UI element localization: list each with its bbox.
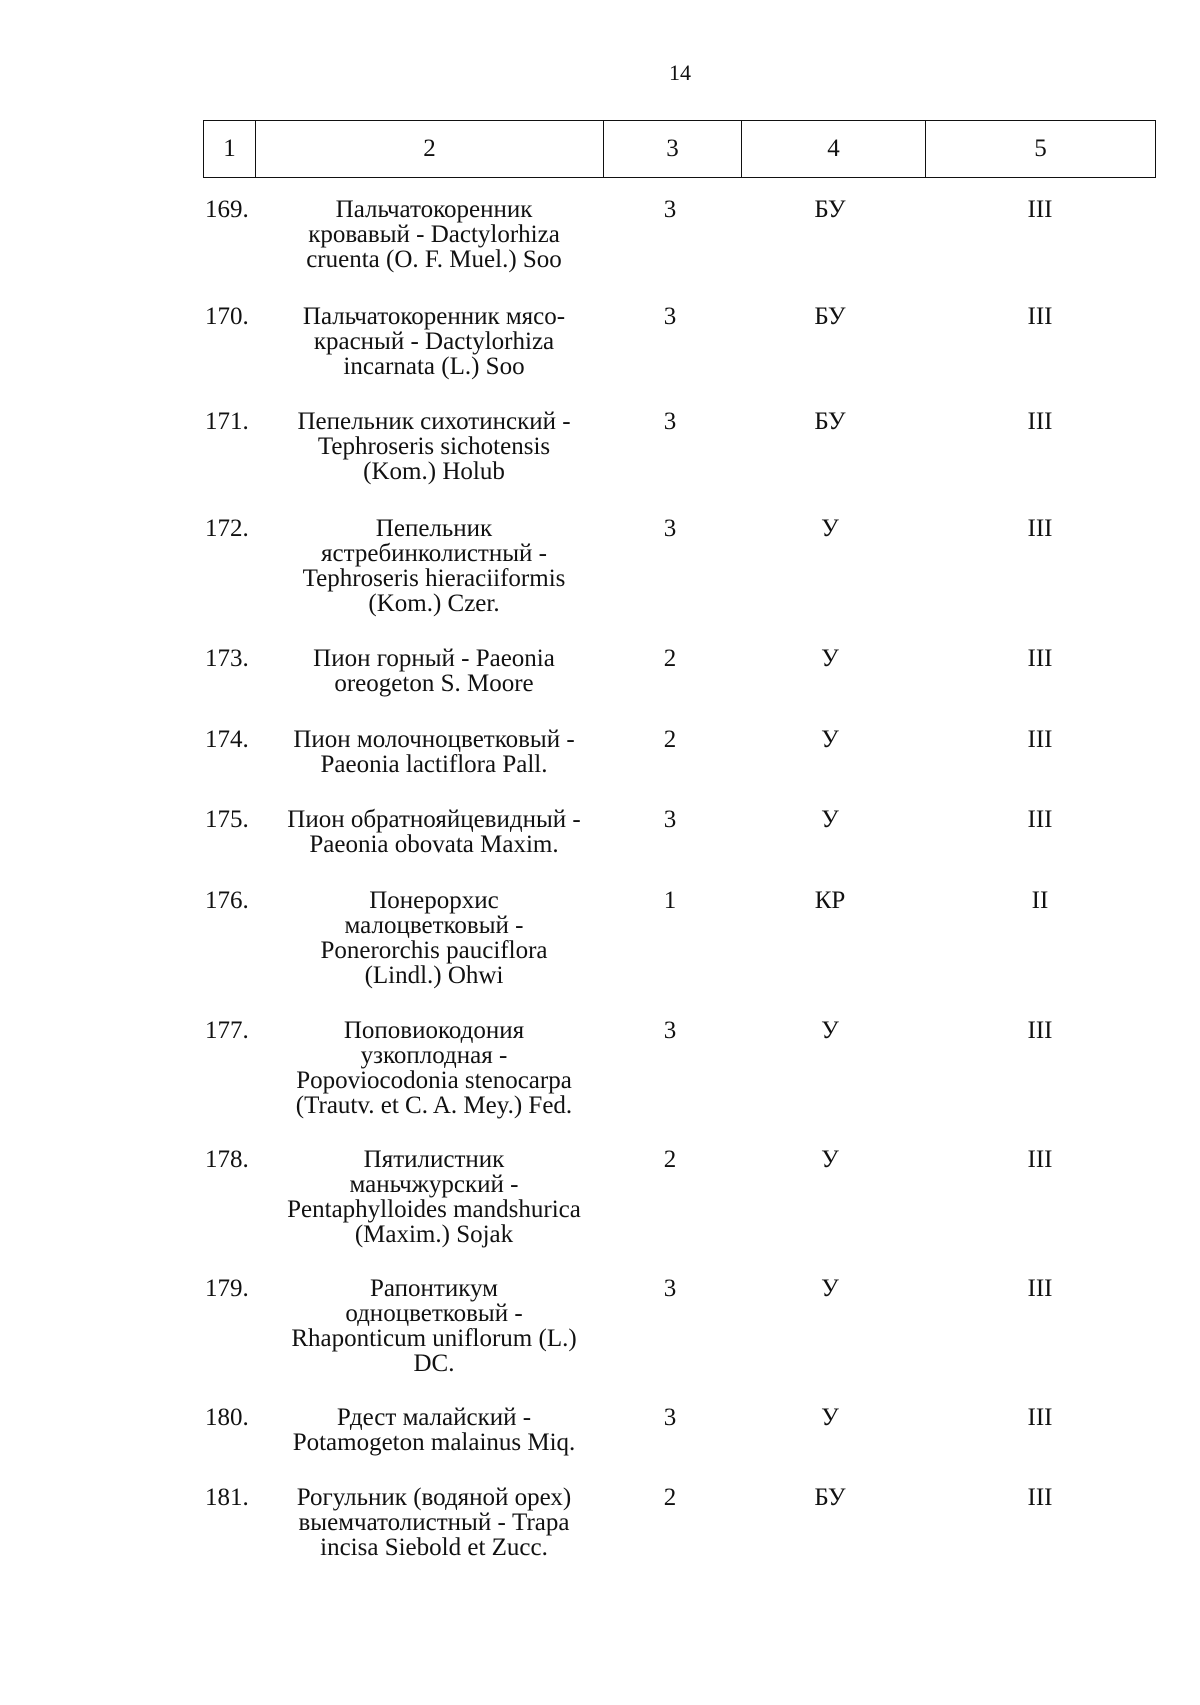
priority: III bbox=[1027, 645, 1053, 672]
species-name-line: Поповиокодония bbox=[343, 1017, 525, 1044]
row-number: 170. bbox=[205, 303, 249, 330]
species-name-line: красный - Dactylorhiza bbox=[313, 328, 555, 355]
priority: III bbox=[1027, 515, 1053, 542]
header-col-5: 5 bbox=[926, 121, 1156, 178]
status: У bbox=[821, 645, 839, 672]
category: 2 bbox=[663, 726, 677, 753]
species-name-line: (Kom.) Czer. bbox=[368, 590, 500, 617]
row-number: 174. bbox=[205, 726, 249, 753]
category: 3 bbox=[663, 196, 677, 223]
page-number: 14 bbox=[669, 60, 691, 85]
species-name-line: oreogeton S. Moore bbox=[334, 670, 534, 697]
species-name bbox=[258, 1147, 610, 1247]
species-name-line: ястребинколистный - bbox=[321, 540, 547, 567]
species-name bbox=[258, 1276, 610, 1376]
species-name bbox=[258, 409, 610, 484]
priority: III bbox=[1027, 408, 1053, 435]
species-name-line: Пальчатокоренник мясо- bbox=[302, 303, 566, 330]
species-name-line: маньчжурский - bbox=[349, 1171, 519, 1198]
species-name-line: Popoviocodonia stenocarpa bbox=[296, 1067, 572, 1094]
row-number: 175. bbox=[205, 806, 249, 833]
status: У bbox=[821, 1146, 839, 1173]
species-name-line: Pentaphylloides mandshurica bbox=[287, 1196, 581, 1223]
priority: II bbox=[1031, 887, 1049, 914]
species-name-line: Пион обратнояйцевидный - bbox=[287, 806, 581, 833]
species-name-line: DC. bbox=[413, 1350, 455, 1377]
category: 3 bbox=[663, 1017, 677, 1044]
species-name-line: (Maxim.) Sojak bbox=[354, 1221, 514, 1248]
species-name-line: incarnata (L.) Soo bbox=[343, 353, 525, 380]
species-name bbox=[258, 807, 610, 857]
species-name-line: Ponerorchis pauciflora bbox=[320, 937, 548, 964]
priority: III bbox=[1027, 1484, 1053, 1511]
species-name-line: кровавый - Dactylorhiza bbox=[308, 221, 560, 248]
status: У bbox=[821, 1404, 839, 1431]
row-number: 178. bbox=[205, 1146, 249, 1173]
row-number: 177. bbox=[205, 1017, 249, 1044]
row-number: 172. bbox=[205, 515, 249, 542]
species-name-line: Рдест малайский - bbox=[336, 1404, 532, 1431]
status: У bbox=[821, 1275, 839, 1302]
row-number: 179. bbox=[205, 1275, 249, 1302]
category: 1 bbox=[663, 887, 677, 914]
category: 2 bbox=[663, 645, 677, 672]
species-name bbox=[258, 197, 610, 272]
header-col-2: 2 bbox=[256, 121, 604, 178]
status: БУ bbox=[814, 303, 846, 330]
header-col-4: 4 bbox=[742, 121, 926, 178]
species-name-line: Пепельник bbox=[375, 515, 493, 542]
species-name-line: Tephroseris hieraciiformis bbox=[302, 565, 566, 592]
status: БУ bbox=[814, 408, 846, 435]
species-name bbox=[258, 1018, 610, 1118]
category: 3 bbox=[663, 408, 677, 435]
status: БУ bbox=[814, 196, 846, 223]
status: У bbox=[821, 1017, 839, 1044]
species-name-line: Пион молочноцветковый - bbox=[293, 726, 575, 753]
species-name-line: Paeonia lactiflora Pall. bbox=[320, 751, 548, 778]
status: У bbox=[821, 726, 839, 753]
category: 3 bbox=[663, 1404, 677, 1431]
row-number: 169. bbox=[205, 196, 249, 223]
species-name bbox=[258, 1485, 610, 1560]
species-name bbox=[258, 727, 610, 777]
species-name bbox=[258, 646, 610, 696]
row-number: 181. bbox=[205, 1484, 249, 1511]
row-number: 171. bbox=[205, 408, 249, 435]
species-name-line: узкоплодная - bbox=[360, 1042, 508, 1069]
category: 3 bbox=[663, 1275, 677, 1302]
status: КР bbox=[814, 887, 846, 914]
species-name-line: выемчатолистный - Trapa bbox=[298, 1509, 570, 1536]
category: 3 bbox=[663, 515, 677, 542]
priority: III bbox=[1027, 1275, 1053, 1302]
species-name-line: Rhaponticum uniflorum (L.) bbox=[291, 1325, 577, 1352]
row-number: 173. bbox=[205, 645, 249, 672]
category: 2 bbox=[663, 1146, 677, 1173]
species-name bbox=[258, 1405, 610, 1455]
priority: III bbox=[1027, 1017, 1053, 1044]
species-name-line: Paeonia obovata Maxim. bbox=[309, 831, 559, 858]
species-name-line: (Kom.) Holub bbox=[363, 458, 505, 485]
species-name bbox=[258, 516, 610, 616]
category: 2 bbox=[663, 1484, 677, 1511]
species-name-line: Рогульник (водяной орех) bbox=[296, 1484, 572, 1511]
species-name-line: Рапонтикум bbox=[369, 1275, 498, 1302]
header-col-1: 1 bbox=[204, 121, 256, 178]
priority: III bbox=[1027, 1404, 1053, 1431]
species-name-line: Tephroseris sichotensis bbox=[317, 433, 551, 460]
species-name-line: incisa Siebold et Zucc. bbox=[320, 1534, 548, 1561]
species-name-line: Понерорхис bbox=[369, 887, 499, 914]
species-name-line: (Trautv. et C. A. Mey.) Fed. bbox=[295, 1092, 573, 1119]
species-name-line: малоцветковый - bbox=[344, 912, 524, 939]
status: У bbox=[821, 515, 839, 542]
row-number: 180. bbox=[205, 1404, 249, 1431]
priority: III bbox=[1027, 196, 1053, 223]
category: 3 bbox=[663, 303, 677, 330]
status: У bbox=[821, 806, 839, 833]
species-name-line: Пепельник сихотинский - bbox=[297, 408, 571, 435]
species-name-line: одноцветковый - bbox=[345, 1300, 523, 1327]
species-name-line: Пятилистник bbox=[363, 1146, 505, 1173]
priority: III bbox=[1027, 303, 1053, 330]
priority: III bbox=[1027, 806, 1053, 833]
priority: III bbox=[1027, 726, 1053, 753]
species-name bbox=[258, 304, 610, 379]
species-name-line: (Lindl.) Ohwi bbox=[364, 962, 504, 989]
species-name bbox=[258, 888, 610, 988]
species-name-line: cruenta (O. F. Muel.) Soo bbox=[306, 246, 562, 273]
species-name-line: Пион горный - Paeonia bbox=[313, 645, 555, 672]
category: 3 bbox=[663, 806, 677, 833]
status: БУ bbox=[814, 1484, 846, 1511]
priority: III bbox=[1027, 1146, 1053, 1173]
header-col-3: 3 bbox=[604, 121, 742, 178]
row-number: 176. bbox=[205, 887, 249, 914]
species-name-line: Пальчатокоренник bbox=[335, 196, 533, 223]
species-name-line: Potamogeton malainus Miq. bbox=[292, 1429, 576, 1456]
